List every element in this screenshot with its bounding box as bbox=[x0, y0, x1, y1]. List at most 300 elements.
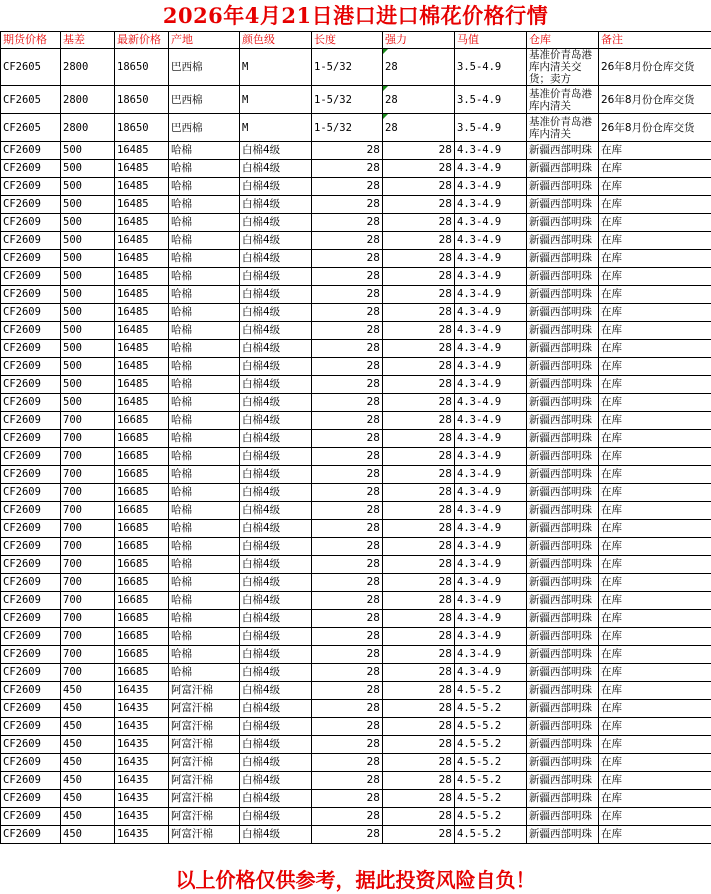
cell-origin: 哈棉 bbox=[169, 574, 240, 592]
cell-origin: 哈棉 bbox=[169, 610, 240, 628]
cell-strength: 28 bbox=[383, 412, 455, 430]
cell-length: 28 bbox=[312, 394, 383, 412]
cell-strength: 28 bbox=[383, 86, 455, 114]
table-row bbox=[1, 466, 711, 484]
table-row bbox=[1, 772, 711, 790]
cell-latest-price: 16485 bbox=[115, 250, 169, 268]
cell-remark: 在库 bbox=[599, 412, 711, 430]
cell-color-grade: 白棉4级 bbox=[240, 556, 312, 574]
cell-warehouse: 新疆西部明珠 bbox=[527, 700, 599, 718]
cell-futures-contract: CF2609 bbox=[1, 790, 61, 808]
column-header-strength: 强力 bbox=[383, 32, 455, 49]
cell-latest-price: 16685 bbox=[115, 628, 169, 646]
cell-basis: 500 bbox=[61, 160, 115, 178]
table-row bbox=[1, 808, 711, 826]
cell-latest-price: 16685 bbox=[115, 430, 169, 448]
cell-warehouse: 新疆西部明珠 bbox=[527, 466, 599, 484]
cell-length: 28 bbox=[312, 592, 383, 610]
cell-basis: 500 bbox=[61, 322, 115, 340]
cell-latest-price: 16485 bbox=[115, 178, 169, 196]
cell-latest-price: 16485 bbox=[115, 376, 169, 394]
cell-basis: 700 bbox=[61, 646, 115, 664]
cell-latest-price: 16685 bbox=[115, 466, 169, 484]
cell-latest-price: 16435 bbox=[115, 772, 169, 790]
table-row bbox=[1, 826, 711, 844]
cell-strength: 28 bbox=[383, 358, 455, 376]
cell-micronaire: 4.3-4.9 bbox=[455, 610, 527, 628]
cell-futures-contract: CF2609 bbox=[1, 736, 61, 754]
cell-warehouse: 新疆西部明珠 bbox=[527, 286, 599, 304]
cell-micronaire: 4.3-4.9 bbox=[455, 214, 527, 232]
cell-remark: 在库 bbox=[599, 304, 711, 322]
cell-strength: 28 bbox=[383, 322, 455, 340]
cell-micronaire: 4.3-4.9 bbox=[455, 448, 527, 466]
cell-strength: 28 bbox=[383, 646, 455, 664]
cell-color-grade: 白棉4级 bbox=[240, 178, 312, 196]
cell-futures-contract: CF2609 bbox=[1, 520, 61, 538]
cell-origin: 哈棉 bbox=[169, 394, 240, 412]
cell-warehouse: 新疆西部明珠 bbox=[527, 574, 599, 592]
header-row bbox=[1, 32, 711, 49]
cell-basis: 500 bbox=[61, 142, 115, 160]
cell-color-grade: 白棉4级 bbox=[240, 196, 312, 214]
cell-remark: 在库 bbox=[599, 700, 711, 718]
cell-basis: 700 bbox=[61, 466, 115, 484]
cell-color-grade: 白棉4级 bbox=[240, 268, 312, 286]
cell-futures-contract: CF2609 bbox=[1, 376, 61, 394]
cell-warehouse: 新疆西部明珠 bbox=[527, 754, 599, 772]
cell-micronaire: 4.3-4.9 bbox=[455, 142, 527, 160]
cell-micronaire: 4.3-4.9 bbox=[455, 268, 527, 286]
cell-origin: 哈棉 bbox=[169, 646, 240, 664]
cell-basis: 450 bbox=[61, 736, 115, 754]
cell-length: 28 bbox=[312, 304, 383, 322]
cell-remark: 在库 bbox=[599, 772, 711, 790]
cell-futures-contract: CF2609 bbox=[1, 466, 61, 484]
cell-remark: 在库 bbox=[599, 376, 711, 394]
cell-micronaire: 4.5-5.2 bbox=[455, 736, 527, 754]
cell-length: 28 bbox=[312, 700, 383, 718]
cell-basis: 450 bbox=[61, 790, 115, 808]
cell-remark: 在库 bbox=[599, 358, 711, 376]
cell-remark: 在库 bbox=[599, 322, 711, 340]
cell-latest-price: 16485 bbox=[115, 232, 169, 250]
cell-color-grade: 白棉4级 bbox=[240, 682, 312, 700]
price-table bbox=[0, 31, 711, 844]
cell-remark: 在库 bbox=[599, 250, 711, 268]
cell-warehouse: 新疆西部明珠 bbox=[527, 358, 599, 376]
cell-futures-contract: CF2609 bbox=[1, 322, 61, 340]
table-row bbox=[1, 286, 711, 304]
cell-length: 28 bbox=[312, 232, 383, 250]
cell-color-grade: 白棉4级 bbox=[240, 448, 312, 466]
cell-latest-price: 18650 bbox=[115, 49, 169, 86]
cell-micronaire: 4.3-4.9 bbox=[455, 628, 527, 646]
cell-origin: 哈棉 bbox=[169, 628, 240, 646]
cell-futures-contract: CF2605 bbox=[1, 49, 61, 86]
cell-color-grade: 白棉4级 bbox=[240, 520, 312, 538]
cell-color-grade: 白棉4级 bbox=[240, 664, 312, 682]
cell-origin: 哈棉 bbox=[169, 376, 240, 394]
cell-remark: 在库 bbox=[599, 160, 711, 178]
cell-length: 28 bbox=[312, 412, 383, 430]
cell-futures-contract: CF2609 bbox=[1, 754, 61, 772]
cell-micronaire: 4.3-4.9 bbox=[455, 196, 527, 214]
cell-color-grade: 白棉4级 bbox=[240, 340, 312, 358]
cell-color-grade: M bbox=[240, 86, 312, 114]
table-row bbox=[1, 538, 711, 556]
table-row bbox=[1, 304, 711, 322]
table-row bbox=[1, 214, 711, 232]
cell-futures-contract: CF2609 bbox=[1, 250, 61, 268]
cell-warehouse: 新疆西部明珠 bbox=[527, 772, 599, 790]
cell-length: 28 bbox=[312, 466, 383, 484]
cell-latest-price: 16485 bbox=[115, 322, 169, 340]
cell-remark: 在库 bbox=[599, 232, 711, 250]
table-row bbox=[1, 574, 711, 592]
cell-remark: 在库 bbox=[599, 502, 711, 520]
cell-micronaire: 4.3-4.9 bbox=[455, 574, 527, 592]
cell-warehouse: 新疆西部明珠 bbox=[527, 268, 599, 286]
cell-strength: 28 bbox=[383, 718, 455, 736]
cell-futures-contract: CF2609 bbox=[1, 538, 61, 556]
cell-strength: 28 bbox=[383, 430, 455, 448]
cell-strength: 28 bbox=[383, 808, 455, 826]
cell-strength: 28 bbox=[383, 304, 455, 322]
cell-length: 28 bbox=[312, 790, 383, 808]
table-row bbox=[1, 340, 711, 358]
cell-remark: 在库 bbox=[599, 196, 711, 214]
cell-length: 28 bbox=[312, 178, 383, 196]
cell-color-grade: 白棉4级 bbox=[240, 250, 312, 268]
cell-origin: 哈棉 bbox=[169, 592, 240, 610]
cell-futures-contract: CF2609 bbox=[1, 232, 61, 250]
column-header-length: 长度 bbox=[312, 32, 383, 49]
cell-warehouse: 新疆西部明珠 bbox=[527, 646, 599, 664]
cell-remark: 在库 bbox=[599, 484, 711, 502]
cell-color-grade: 白棉4级 bbox=[240, 808, 312, 826]
cell-basis: 450 bbox=[61, 682, 115, 700]
cell-warehouse: 新疆西部明珠 bbox=[527, 628, 599, 646]
cell-strength: 28 bbox=[383, 49, 455, 86]
cell-warehouse: 新疆西部明珠 bbox=[527, 790, 599, 808]
table-row bbox=[1, 448, 711, 466]
cell-length: 1-5/32 bbox=[312, 114, 383, 142]
cell-futures-contract: CF2609 bbox=[1, 484, 61, 502]
cell-basis: 450 bbox=[61, 772, 115, 790]
cell-futures-contract: CF2609 bbox=[1, 556, 61, 574]
cell-futures-contract: CF2609 bbox=[1, 142, 61, 160]
cell-latest-price: 16685 bbox=[115, 502, 169, 520]
table-row bbox=[1, 394, 711, 412]
cell-color-grade: 白棉4级 bbox=[240, 484, 312, 502]
cell-basis: 700 bbox=[61, 610, 115, 628]
cell-micronaire: 4.3-4.9 bbox=[455, 520, 527, 538]
cell-latest-price: 16685 bbox=[115, 484, 169, 502]
cell-color-grade: 白棉4级 bbox=[240, 592, 312, 610]
cell-futures-contract: CF2605 bbox=[1, 114, 61, 142]
column-header-micronaire: 马值 bbox=[455, 32, 527, 49]
cell-origin: 阿富汗棉 bbox=[169, 718, 240, 736]
cell-futures-contract: CF2609 bbox=[1, 304, 61, 322]
cell-futures-contract: CF2609 bbox=[1, 178, 61, 196]
cell-warehouse: 新疆西部明珠 bbox=[527, 250, 599, 268]
cell-basis: 700 bbox=[61, 538, 115, 556]
cell-origin: 阿富汗棉 bbox=[169, 772, 240, 790]
cell-origin: 阿富汗棉 bbox=[169, 808, 240, 826]
cell-basis: 700 bbox=[61, 448, 115, 466]
cell-color-grade: 白棉4级 bbox=[240, 754, 312, 772]
cell-latest-price: 16485 bbox=[115, 394, 169, 412]
disclaimer-footer: 以上价格仅供参考，据此投资风险自负！ bbox=[175, 868, 536, 892]
cell-origin: 哈棉 bbox=[169, 664, 240, 682]
cell-futures-contract: CF2609 bbox=[1, 286, 61, 304]
cell-remark: 在库 bbox=[599, 592, 711, 610]
cell-color-grade: 白棉4级 bbox=[240, 322, 312, 340]
table-row bbox=[1, 592, 711, 610]
cell-micronaire: 4.5-5.2 bbox=[455, 772, 527, 790]
cell-basis: 500 bbox=[61, 304, 115, 322]
cell-strength: 28 bbox=[383, 376, 455, 394]
table-row bbox=[1, 754, 711, 772]
cell-latest-price: 16485 bbox=[115, 358, 169, 376]
table-row bbox=[1, 412, 711, 430]
cell-strength: 28 bbox=[383, 502, 455, 520]
cell-latest-price: 16685 bbox=[115, 574, 169, 592]
cell-color-grade: 白棉4级 bbox=[240, 790, 312, 808]
cell-length: 28 bbox=[312, 322, 383, 340]
table-row bbox=[1, 196, 711, 214]
cell-strength: 28 bbox=[383, 448, 455, 466]
cell-origin: 哈棉 bbox=[169, 520, 240, 538]
cell-remark: 在库 bbox=[599, 538, 711, 556]
cell-basis: 450 bbox=[61, 808, 115, 826]
cell-origin: 哈棉 bbox=[169, 412, 240, 430]
cell-color-grade: 白棉4级 bbox=[240, 304, 312, 322]
cell-warehouse: 基准价青岛港库内清关交货；卖方 bbox=[527, 49, 599, 86]
cell-origin: 巴西棉 bbox=[169, 49, 240, 86]
cell-remark: 在库 bbox=[599, 466, 711, 484]
cell-origin: 哈棉 bbox=[169, 466, 240, 484]
cell-strength: 28 bbox=[383, 340, 455, 358]
cell-micronaire: 4.3-4.9 bbox=[455, 178, 527, 196]
cell-latest-price: 16685 bbox=[115, 646, 169, 664]
cell-micronaire: 4.3-4.9 bbox=[455, 430, 527, 448]
cell-remark: 在库 bbox=[599, 664, 711, 682]
cell-warehouse: 新疆西部明珠 bbox=[527, 178, 599, 196]
cell-origin: 阿富汗棉 bbox=[169, 700, 240, 718]
cell-latest-price: 16485 bbox=[115, 196, 169, 214]
cell-warehouse: 新疆西部明珠 bbox=[527, 340, 599, 358]
cell-warehouse: 新疆西部明珠 bbox=[527, 376, 599, 394]
table-row bbox=[1, 718, 711, 736]
table-row bbox=[1, 358, 711, 376]
cell-latest-price: 16685 bbox=[115, 538, 169, 556]
cell-remark: 在库 bbox=[599, 178, 711, 196]
cell-basis: 500 bbox=[61, 232, 115, 250]
cell-futures-contract: CF2609 bbox=[1, 664, 61, 682]
cell-latest-price: 16435 bbox=[115, 700, 169, 718]
cell-basis: 700 bbox=[61, 556, 115, 574]
cell-origin: 阿富汗棉 bbox=[169, 790, 240, 808]
cell-warehouse: 新疆西部明珠 bbox=[527, 736, 599, 754]
cell-warehouse: 新疆西部明珠 bbox=[527, 430, 599, 448]
cell-futures-contract: CF2605 bbox=[1, 86, 61, 114]
cell-color-grade: 白棉4级 bbox=[240, 736, 312, 754]
cell-strength: 28 bbox=[383, 700, 455, 718]
cell-micronaire: 4.5-5.2 bbox=[455, 826, 527, 844]
cell-latest-price: 16485 bbox=[115, 142, 169, 160]
cell-remark: 26年8月份仓库交货 bbox=[599, 49, 711, 86]
cell-latest-price: 16435 bbox=[115, 790, 169, 808]
cell-remark: 在库 bbox=[599, 736, 711, 754]
cell-latest-price: 18650 bbox=[115, 86, 169, 114]
cell-latest-price: 16685 bbox=[115, 520, 169, 538]
cell-length: 28 bbox=[312, 610, 383, 628]
cell-micronaire: 4.3-4.9 bbox=[455, 412, 527, 430]
cell-remark: 在库 bbox=[599, 268, 711, 286]
cell-length: 28 bbox=[312, 538, 383, 556]
cell-origin: 哈棉 bbox=[169, 286, 240, 304]
cell-origin: 哈棉 bbox=[169, 304, 240, 322]
cell-basis: 700 bbox=[61, 430, 115, 448]
cell-latest-price: 18650 bbox=[115, 114, 169, 142]
cell-length: 28 bbox=[312, 502, 383, 520]
cell-length: 28 bbox=[312, 718, 383, 736]
table-row bbox=[1, 502, 711, 520]
cell-basis: 500 bbox=[61, 214, 115, 232]
cell-color-grade: M bbox=[240, 114, 312, 142]
cell-futures-contract: CF2609 bbox=[1, 160, 61, 178]
cell-remark: 在库 bbox=[599, 214, 711, 232]
cell-color-grade: 白棉4级 bbox=[240, 214, 312, 232]
cell-futures-contract: CF2609 bbox=[1, 808, 61, 826]
cell-remark: 在库 bbox=[599, 682, 711, 700]
cell-futures-contract: CF2609 bbox=[1, 772, 61, 790]
table-row bbox=[1, 664, 711, 682]
cell-length: 28 bbox=[312, 772, 383, 790]
table-row bbox=[1, 556, 711, 574]
cell-warehouse: 新疆西部明珠 bbox=[527, 322, 599, 340]
cell-warehouse: 新疆西部明珠 bbox=[527, 232, 599, 250]
cell-remark: 在库 bbox=[599, 556, 711, 574]
cell-latest-price: 16685 bbox=[115, 448, 169, 466]
cell-basis: 700 bbox=[61, 664, 115, 682]
cell-color-grade: 白棉4级 bbox=[240, 394, 312, 412]
cell-micronaire: 4.3-4.9 bbox=[455, 538, 527, 556]
cell-basis: 450 bbox=[61, 826, 115, 844]
cell-basis: 500 bbox=[61, 340, 115, 358]
cell-remark: 在库 bbox=[599, 646, 711, 664]
cell-color-grade: 白棉4级 bbox=[240, 376, 312, 394]
cell-micronaire: 4.3-4.9 bbox=[455, 232, 527, 250]
cell-strength: 28 bbox=[383, 754, 455, 772]
table-row bbox=[1, 790, 711, 808]
cell-futures-contract: CF2609 bbox=[1, 214, 61, 232]
cell-warehouse: 基准价青岛港库内清关 bbox=[527, 86, 599, 114]
cell-warehouse: 新疆西部明珠 bbox=[527, 592, 599, 610]
cell-warehouse: 新疆西部明珠 bbox=[527, 520, 599, 538]
cell-futures-contract: CF2609 bbox=[1, 502, 61, 520]
cell-micronaire: 3.5-4.9 bbox=[455, 114, 527, 142]
cell-latest-price: 16435 bbox=[115, 754, 169, 772]
cell-strength: 28 bbox=[383, 790, 455, 808]
cell-length: 28 bbox=[312, 448, 383, 466]
cell-length: 28 bbox=[312, 736, 383, 754]
table-row bbox=[1, 322, 711, 340]
cell-micronaire: 4.3-4.9 bbox=[455, 160, 527, 178]
cell-color-grade: 白棉4级 bbox=[240, 718, 312, 736]
cell-strength: 28 bbox=[383, 142, 455, 160]
cell-futures-contract: CF2609 bbox=[1, 592, 61, 610]
cell-origin: 哈棉 bbox=[169, 340, 240, 358]
cell-length: 28 bbox=[312, 358, 383, 376]
cell-length: 28 bbox=[312, 664, 383, 682]
table-row bbox=[1, 142, 711, 160]
table-row bbox=[1, 700, 711, 718]
table-row bbox=[1, 610, 711, 628]
cell-origin: 哈棉 bbox=[169, 268, 240, 286]
cell-origin: 哈棉 bbox=[169, 502, 240, 520]
cell-micronaire: 4.3-4.9 bbox=[455, 556, 527, 574]
cell-length: 28 bbox=[312, 430, 383, 448]
column-header-remark: 备注 bbox=[599, 32, 711, 49]
cell-remark: 在库 bbox=[599, 610, 711, 628]
cell-origin: 阿富汗棉 bbox=[169, 736, 240, 754]
cell-strength: 28 bbox=[383, 114, 455, 142]
cell-warehouse: 新疆西部明珠 bbox=[527, 538, 599, 556]
cell-origin: 哈棉 bbox=[169, 160, 240, 178]
cell-color-grade: 白棉4级 bbox=[240, 466, 312, 484]
cell-strength: 28 bbox=[383, 268, 455, 286]
cell-length: 28 bbox=[312, 160, 383, 178]
cell-basis: 500 bbox=[61, 286, 115, 304]
cell-length: 28 bbox=[312, 484, 383, 502]
cell-basis: 700 bbox=[61, 628, 115, 646]
cell-remark: 在库 bbox=[599, 718, 711, 736]
cell-latest-price: 16485 bbox=[115, 268, 169, 286]
cell-strength: 28 bbox=[383, 160, 455, 178]
cell-futures-contract: CF2609 bbox=[1, 430, 61, 448]
cell-color-grade: 白棉4级 bbox=[240, 358, 312, 376]
cell-length: 28 bbox=[312, 250, 383, 268]
cell-basis: 2800 bbox=[61, 114, 115, 142]
cell-length: 28 bbox=[312, 628, 383, 646]
cell-strength: 28 bbox=[383, 286, 455, 304]
cell-remark: 在库 bbox=[599, 574, 711, 592]
table-row bbox=[1, 430, 711, 448]
cell-latest-price: 16485 bbox=[115, 286, 169, 304]
cell-color-grade: 白棉4级 bbox=[240, 772, 312, 790]
cell-strength: 28 bbox=[383, 736, 455, 754]
cell-latest-price: 16485 bbox=[115, 304, 169, 322]
cell-length: 28 bbox=[312, 574, 383, 592]
cell-length: 28 bbox=[312, 826, 383, 844]
table-row bbox=[1, 646, 711, 664]
cell-color-grade: M bbox=[240, 49, 312, 86]
cell-strength: 28 bbox=[383, 592, 455, 610]
cell-micronaire: 4.3-4.9 bbox=[455, 466, 527, 484]
cell-basis: 450 bbox=[61, 718, 115, 736]
cell-strength: 28 bbox=[383, 826, 455, 844]
cell-warehouse: 新疆西部明珠 bbox=[527, 610, 599, 628]
cell-micronaire: 4.5-5.2 bbox=[455, 808, 527, 826]
column-header-warehouse: 仓库 bbox=[527, 32, 599, 49]
cell-color-grade: 白棉4级 bbox=[240, 160, 312, 178]
cell-origin: 阿富汗棉 bbox=[169, 754, 240, 772]
cell-origin: 哈棉 bbox=[169, 430, 240, 448]
table-row bbox=[1, 376, 711, 394]
